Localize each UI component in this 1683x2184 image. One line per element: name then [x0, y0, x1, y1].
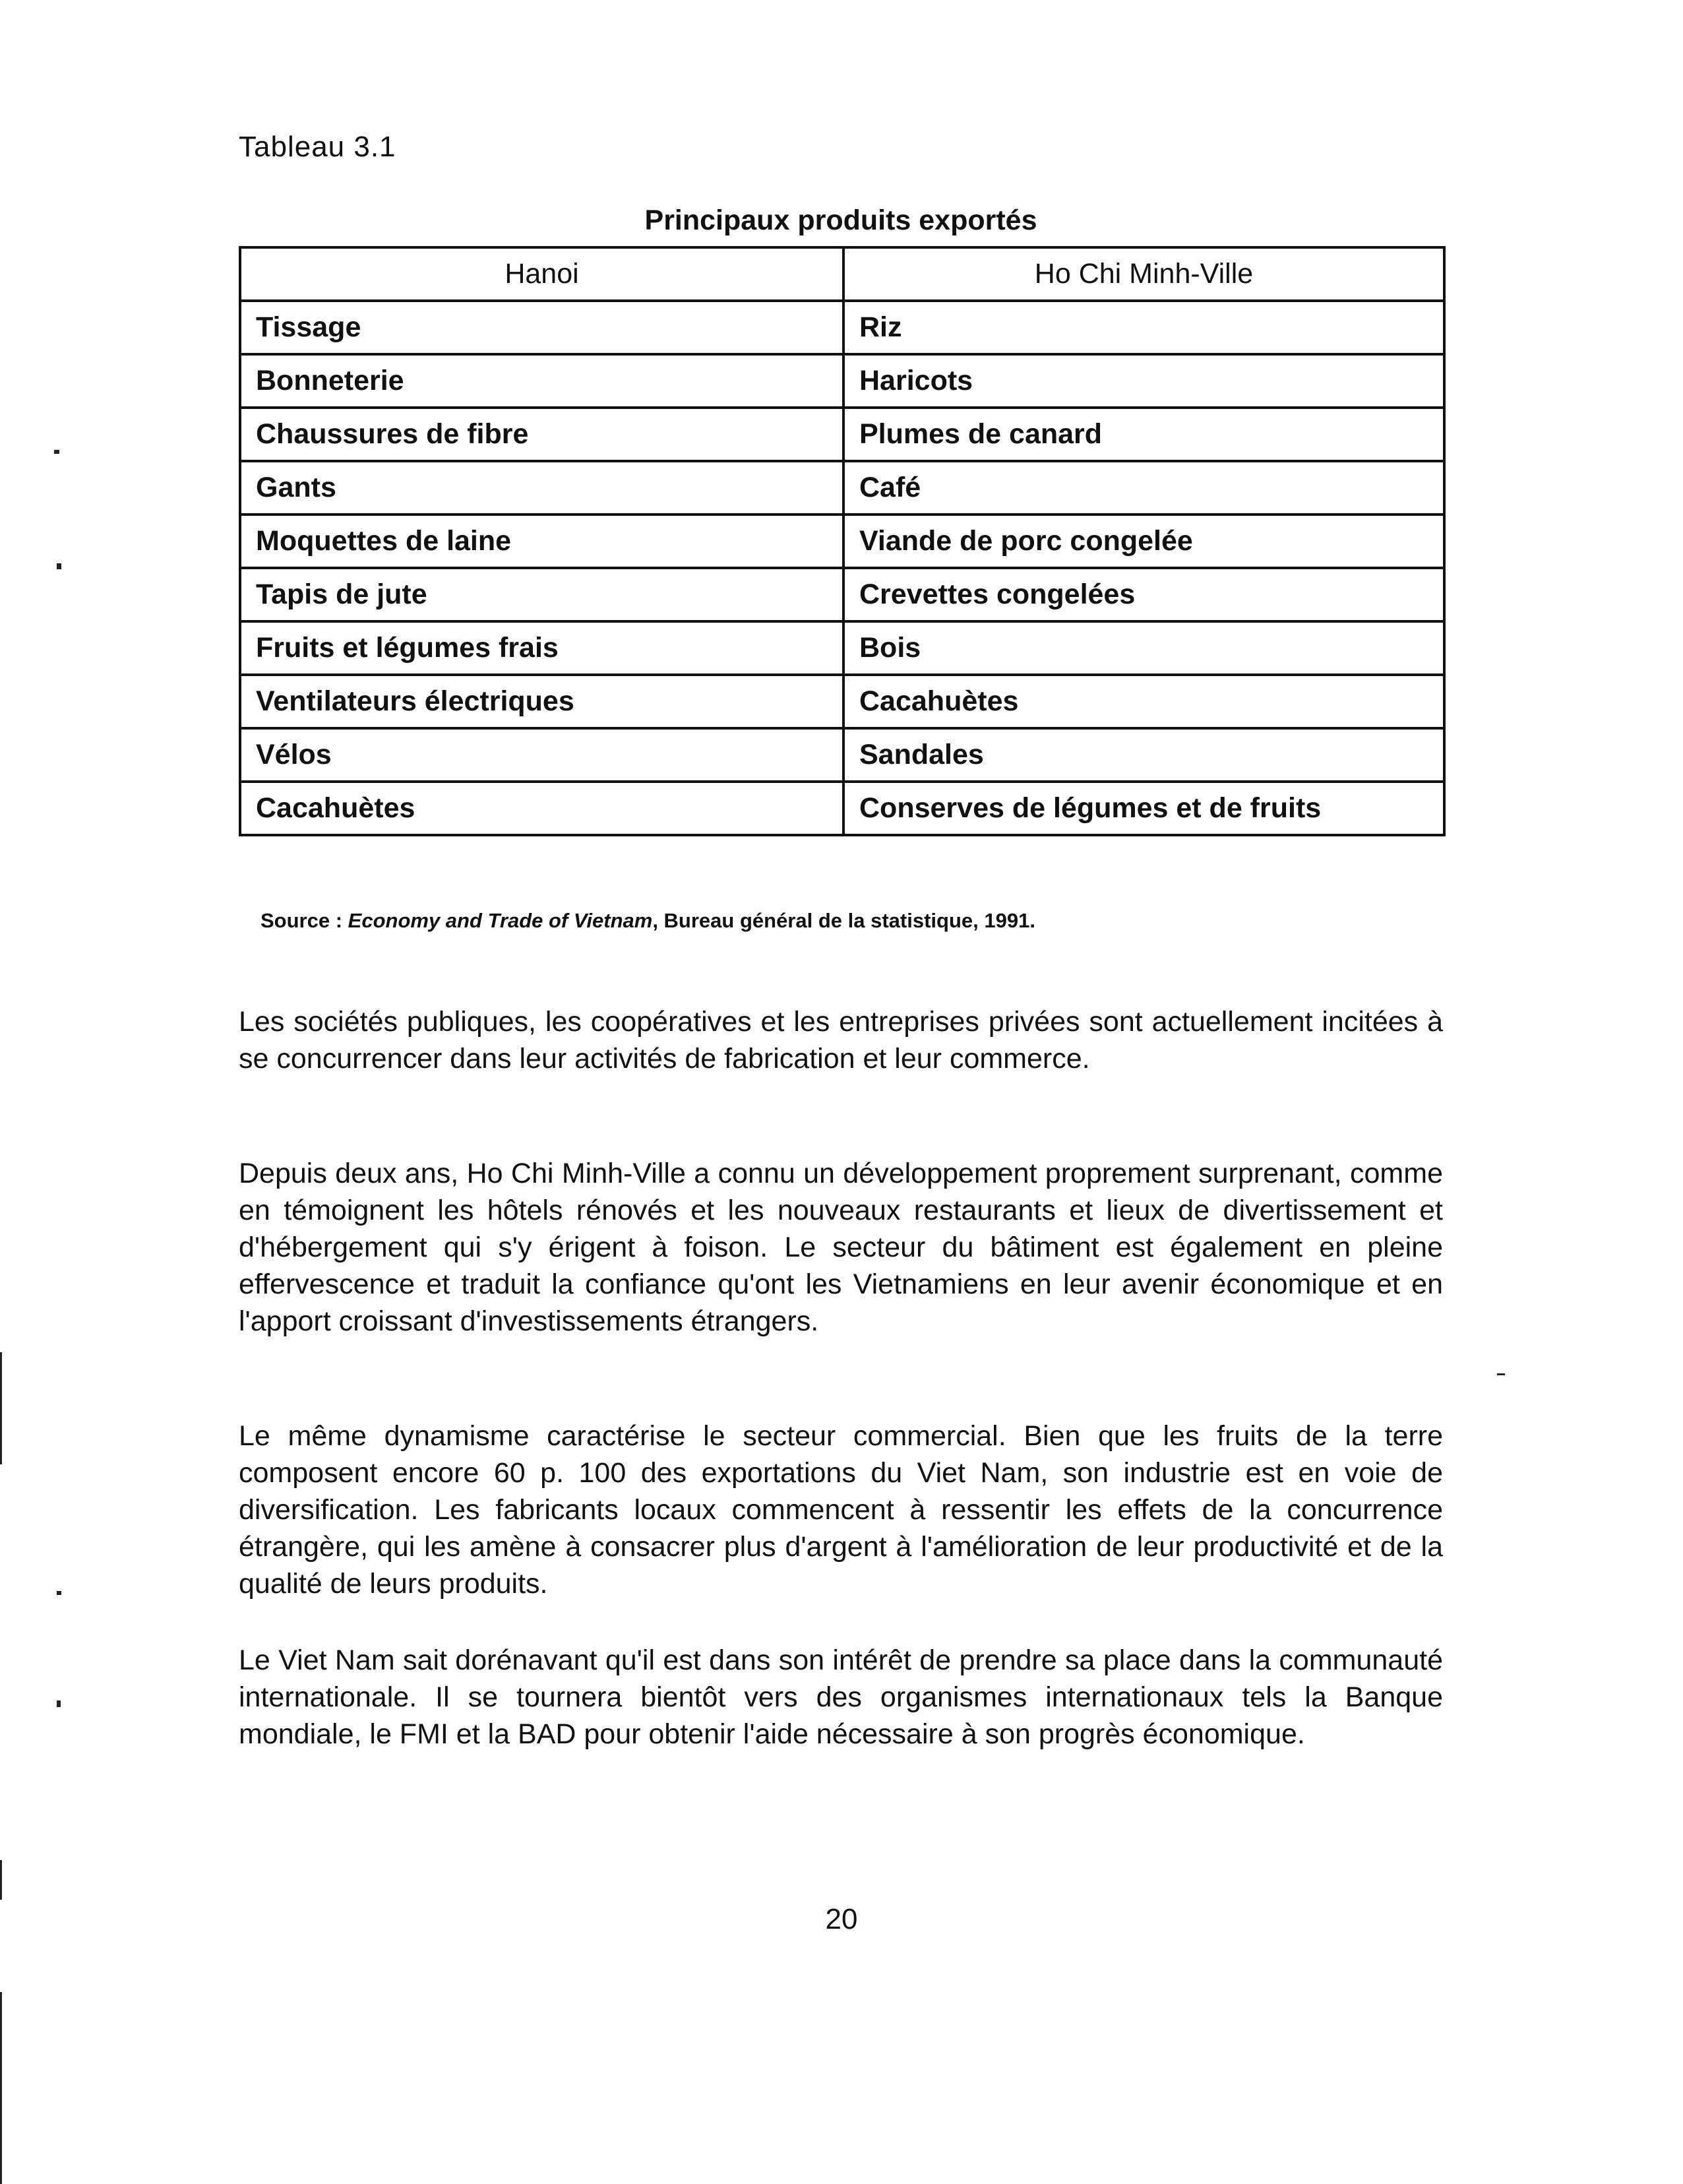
- table-caption: Principaux produits exportés: [644, 204, 1037, 236]
- table-cell: Plumes de canard: [843, 408, 1444, 461]
- table-cell: Viande de porc congelée: [843, 515, 1444, 568]
- table-cell: Riz: [843, 301, 1444, 354]
- table-cell: Cacahuètes: [240, 782, 843, 835]
- table-cell: Sandales: [843, 728, 1444, 782]
- paragraph: Depuis deux ans, Ho Chi Minh-Ville a connu un développement proprement surprenant, comme en témoignent les hôtels rénovés et les nouveaux restaurants et lieux de divertissement et d'hébergement qui s'y érigent à foison. Le secteur du bâtiment est également en pleine effervescence et traduit la confiance qu'ont les Vietnamiens en leur avenir économique et en l'apport croissant d'investissements étrangers.: [239, 1158, 1443, 1337]
- scan-speck: [57, 1591, 61, 1595]
- scan-edge-line: [0, 1860, 2, 1900]
- scan-speck: [57, 563, 61, 569]
- table-cell: Chaussures de fibre: [240, 408, 843, 461]
- table-cell: Ventilateurs électriques: [240, 675, 843, 728]
- table-cell: Vélos: [240, 728, 843, 782]
- table-cell: Gants: [240, 461, 843, 515]
- table-row: [240, 675, 1444, 728]
- table-row: [240, 354, 1444, 408]
- table-cell: Cacahuètes: [843, 675, 1444, 728]
- paragraph: Le même dynamisme caractérise le secteur commercial. Bien que les fruits de la terre composent encore 60 p. 100 des exportations du Viet Nam, son industrie est en voie de diversification. Les fabricants locaux commencent à ressentir les effets de la concurrence étrangère, qui les amène à consacrer plus d'argent à l'amélioration de leur productivité et de la qualité de leurs produits.: [239, 1420, 1443, 1600]
- scan-speck: [1497, 1373, 1505, 1375]
- table-cell: Bois: [843, 621, 1444, 675]
- table-row: [240, 515, 1444, 568]
- source-note: [260, 909, 1035, 933]
- table-row: [240, 301, 1444, 354]
- scan-edge-line: [0, 1992, 2, 2184]
- table-cell: Fruits et légumes frais: [240, 621, 843, 675]
- table-cell: Moquettes de laine: [240, 515, 843, 568]
- table-cell: Tapis de jute: [240, 568, 843, 621]
- table-cell: Conserves de légumes et de fruits: [843, 782, 1444, 835]
- table-row: [240, 621, 1444, 675]
- column-header-hanoi: Hanoi: [240, 247, 843, 301]
- scan-speck: [57, 1700, 61, 1707]
- source-rest: , Bureau général de la statistique, 1991.: [652, 909, 1035, 932]
- table-cell: Café: [843, 461, 1444, 515]
- table-cell: Crevettes congelées: [843, 568, 1444, 621]
- table-cell: Bonneterie: [240, 354, 843, 408]
- column-header-ho-chi-minh-ville: Ho Chi Minh-Ville: [843, 247, 1444, 301]
- paragraph: Les sociétés publiques, les coopératives et les entreprises privées sont actuellement incitées à se concurrencer dans leur activités de fabrication et leur commerce.: [239, 1006, 1443, 1075]
- table-row: [240, 461, 1444, 515]
- exports-table: [239, 246, 1446, 836]
- page-number: 20: [825, 1903, 858, 1935]
- table-row: [240, 408, 1444, 461]
- table-header-row: [240, 247, 1444, 301]
- source-title: Economy and Trade of Vietnam: [348, 909, 653, 932]
- table-cell: Tissage: [240, 301, 843, 354]
- table-row: [240, 728, 1444, 782]
- paragraph: Le Viet Nam sait dorénavant qu'il est dans son intérêt de prendre sa place dans la communauté internationale. Il se tournera bientôt vers des organismes internationaux tels la Banque mondiale, le FMI et la BAD pour obtenir l'aide nécessaire à son progrès économique.: [239, 1644, 1443, 1750]
- table-label: Tableau 3.1: [239, 131, 396, 163]
- table-row: [240, 568, 1444, 621]
- table-row: [240, 782, 1444, 835]
- source-lead: Source :: [260, 909, 348, 932]
- table-cell: Haricots: [843, 354, 1444, 408]
- scan-speck: [54, 450, 59, 454]
- scan-edge-line: [0, 1352, 2, 1464]
